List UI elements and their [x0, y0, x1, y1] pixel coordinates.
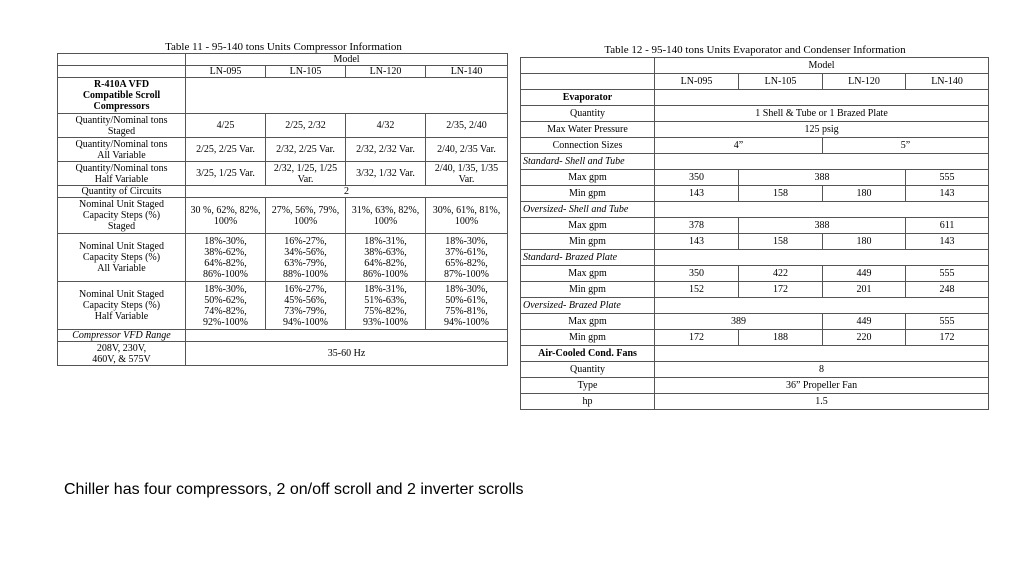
row-label: Type: [521, 378, 655, 394]
model-ln105: LN-105: [739, 74, 823, 90]
section-oversized-shell-tube: Oversized- Shell and Tube: [521, 202, 655, 218]
model-ln105: LN-105: [266, 66, 346, 78]
cell: 8: [655, 362, 989, 378]
cell: 16%-27%, 34%-56%, 63%-79%, 88%-100%: [266, 234, 346, 282]
compressor-table: [57, 53, 508, 366]
section-oversized-brazed: Oversized- Brazed Plate: [521, 298, 655, 314]
cell: 2: [186, 186, 508, 198]
row-label: Max Water Pressure: [521, 122, 655, 138]
cell: 449: [823, 314, 906, 330]
cell: 2/32, 2/25 Var.: [266, 138, 346, 162]
cell: 27%, 56%, 79%, 100%: [266, 198, 346, 234]
cell: 3/32, 1/32 Var.: [346, 162, 426, 186]
cell: 201: [823, 282, 906, 298]
row-label: Quantity/Nominal tons All Variable: [58, 138, 186, 162]
cell: 388: [739, 170, 906, 186]
cell: 4/25: [186, 114, 266, 138]
table11-caption: Table 11 - 95-140 tons Units Compressor Information: [165, 41, 402, 53]
row-label: Connection Sizes: [521, 138, 655, 154]
section-evaporator: Evaporator: [521, 90, 655, 106]
cell: 611: [906, 218, 989, 234]
blank-cell: [655, 90, 989, 106]
cell: 248: [906, 282, 989, 298]
cell: 188: [739, 330, 823, 346]
blank-cell: [521, 74, 655, 90]
model-ln120: LN-120: [823, 74, 906, 90]
blank-cell: [655, 346, 989, 362]
cell: 555: [906, 266, 989, 282]
section-fans: Air-Cooled Cond. Fans: [521, 346, 655, 362]
row-label: Min gpm: [521, 282, 655, 298]
blank-cell: [58, 54, 186, 66]
cell: 2/25, 2/25 Var.: [186, 138, 266, 162]
blank-cell: [655, 250, 989, 266]
row-label-vfd-range: Compressor VFD Range: [58, 330, 186, 342]
row-label: Max gpm: [521, 266, 655, 282]
cell: 143: [655, 186, 739, 202]
row-label: Quantity/Nominal tons Half Variable: [58, 162, 186, 186]
cell: 388: [739, 218, 906, 234]
section-std-brazed: Standard- Brazed Plate: [521, 250, 655, 266]
cell: 180: [823, 234, 906, 250]
model-ln095: LN-095: [655, 74, 739, 90]
cell: 158: [739, 234, 823, 250]
cell: 30 %, 62%, 82%, 100%: [186, 198, 266, 234]
cell: 35-60 Hz: [186, 342, 508, 366]
cell: 3/25, 1/25 Var.: [186, 162, 266, 186]
cell: 1 Shell & Tube or 1 Brazed Plate: [655, 106, 989, 122]
cell: 350: [655, 266, 739, 282]
cell: 378: [655, 218, 739, 234]
cell: 2/40, 2/35 Var.: [426, 138, 508, 162]
blank-cell: [186, 78, 508, 114]
cell: 172: [655, 330, 739, 346]
row-label: Min gpm: [521, 234, 655, 250]
model-ln095: LN-095: [186, 66, 266, 78]
cell: 5”: [823, 138, 989, 154]
cell: 18%-31%, 38%-63%, 64%-82%, 86%-100%: [346, 234, 426, 282]
row-label: Nominal Unit Staged Capacity Steps (%) Half Variable: [58, 282, 186, 330]
model-header: Model: [186, 54, 508, 66]
blank-cell: [521, 58, 655, 74]
cell: 16%-27%, 45%-56%, 73%-79%, 94%-100%: [266, 282, 346, 330]
evaporator-condenser-table: [520, 57, 989, 410]
row-label: Quantity: [521, 362, 655, 378]
cell: 220: [823, 330, 906, 346]
cell: 143: [906, 186, 989, 202]
row-label: Min gpm: [521, 330, 655, 346]
row-label: Quantity: [521, 106, 655, 122]
row-label: Max gpm: [521, 170, 655, 186]
cell: 422: [739, 266, 823, 282]
blank-cell: [655, 154, 989, 170]
cell: 18%-30%, 50%-62%, 74%-82%, 92%-100%: [186, 282, 266, 330]
cell: 18%-30%, 38%-62%, 64%-82%, 86%-100%: [186, 234, 266, 282]
cell: 2/40, 1/35, 1/35 Var.: [426, 162, 508, 186]
model-ln140: LN-140: [426, 66, 508, 78]
footnote-text: Chiller has four compressors, 2 on/off scroll and 2 inverter scrolls: [64, 481, 524, 498]
cell: 172: [739, 282, 823, 298]
row-label: hp: [521, 394, 655, 410]
cell: 143: [655, 234, 739, 250]
cell: 31%, 63%, 82%, 100%: [346, 198, 426, 234]
section-std-shell-tube: Standard- Shell and Tube: [521, 154, 655, 170]
cell: 4/32: [346, 114, 426, 138]
cell: 2/32, 2/32 Var.: [346, 138, 426, 162]
row-label: Min gpm: [521, 186, 655, 202]
row-label: 208V, 230V, 460V, & 575V: [58, 342, 186, 366]
cell: 2/25, 2/32: [266, 114, 346, 138]
row-label: Max gpm: [521, 218, 655, 234]
cell: 143: [906, 234, 989, 250]
cell: 152: [655, 282, 739, 298]
cell: 30%, 61%, 81%, 100%: [426, 198, 508, 234]
blank-cell: [655, 298, 989, 314]
row-label: Nominal Unit Staged Capacity Steps (%) All Variable: [58, 234, 186, 282]
model-header: Model: [655, 58, 989, 74]
cell: 172: [906, 330, 989, 346]
cell: 449: [823, 266, 906, 282]
cell: 18%-31%, 51%-63%, 75%-82%, 93%-100%: [346, 282, 426, 330]
blank-cell: [655, 202, 989, 218]
cell: 555: [906, 170, 989, 186]
cell: 180: [823, 186, 906, 202]
cell: 389: [655, 314, 823, 330]
cell: 1.5: [655, 394, 989, 410]
cell: 18%-30%, 50%-61%, 75%-81%, 94%-100%: [426, 282, 508, 330]
row-label: Max gpm: [521, 314, 655, 330]
blank-cell: [58, 66, 186, 78]
cell: 555: [906, 314, 989, 330]
cell: 36” Propeller Fan: [655, 378, 989, 394]
row-label: Quantity/Nominal tons Staged: [58, 114, 186, 138]
cell: 2/35, 2/40: [426, 114, 508, 138]
cell: 2/32, 1/25, 1/25 Var.: [266, 162, 346, 186]
blank-cell: [186, 330, 508, 342]
model-ln140: LN-140: [906, 74, 989, 90]
cell: 350: [655, 170, 739, 186]
cell: 125 psig: [655, 122, 989, 138]
section-compressors: R-410A VFD Compatible Scroll Compressors: [58, 78, 186, 114]
row-label: Quantity of Circuits: [58, 186, 186, 198]
cell: 158: [739, 186, 823, 202]
cell: 4”: [655, 138, 823, 154]
row-label: Nominal Unit Staged Capacity Steps (%) Staged: [58, 198, 186, 234]
table12-caption: Table 12 - 95-140 tons Units Evaporator and Condenser Information: [604, 44, 906, 56]
model-ln120: LN-120: [346, 66, 426, 78]
cell: 18%-30%, 37%-61%, 65%-82%, 87%-100%: [426, 234, 508, 282]
